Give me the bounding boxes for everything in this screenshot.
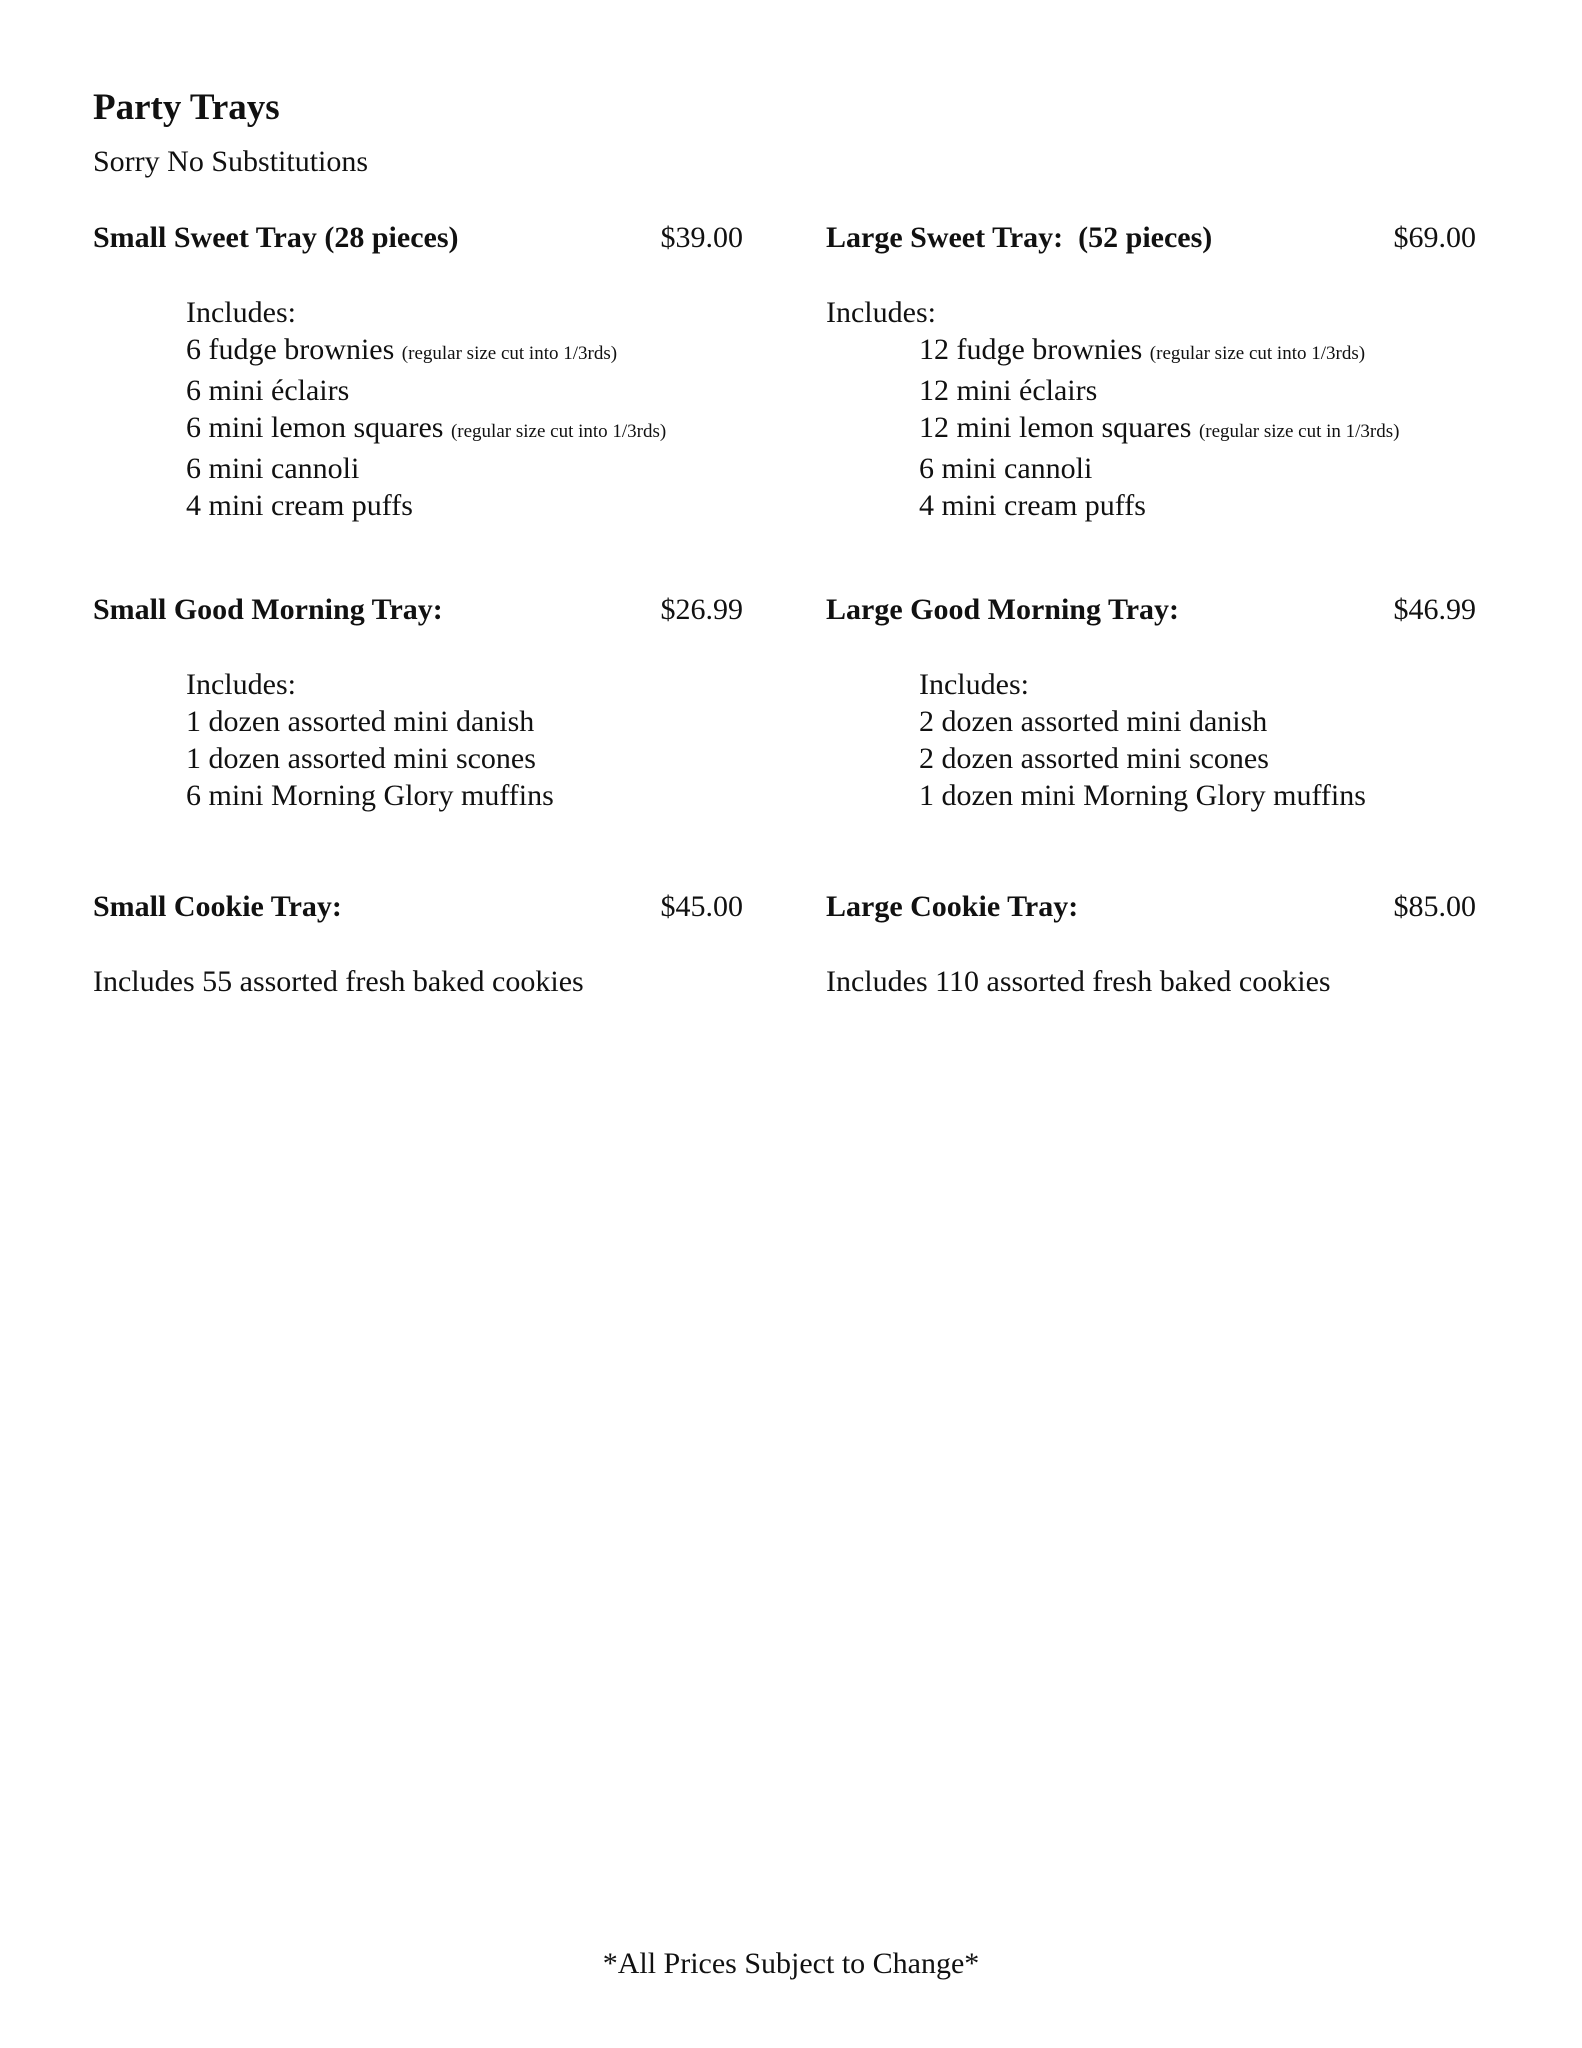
tray-description: Includes 55 assorted fresh baked cookies bbox=[93, 965, 584, 998]
tray-price: $26.99 bbox=[660, 593, 743, 626]
list-item: 2 dozen assorted mini scones bbox=[919, 742, 1269, 775]
tray-contents bbox=[826, 294, 1476, 524]
includes-label: Includes: bbox=[186, 296, 296, 329]
tray-contents bbox=[826, 963, 1476, 1000]
tray-name: Small Cookie Tray: bbox=[93, 890, 342, 923]
item-text: 6 mini cannoli bbox=[186, 452, 360, 485]
tray-price: $45.00 bbox=[660, 890, 743, 923]
list-item: 6 mini Morning Glory muffins bbox=[186, 779, 554, 812]
tray-name: Large Cookie Tray: bbox=[826, 890, 1079, 923]
includes-label: Includes: bbox=[919, 668, 1029, 701]
tray-name: Small Good Morning Tray: bbox=[93, 593, 443, 626]
large-cookie-tray bbox=[826, 887, 1476, 1000]
list-item bbox=[186, 372, 743, 409]
item-text: 4 mini cream puffs bbox=[919, 489, 1146, 522]
tray-header bbox=[826, 590, 1476, 630]
item-text: 6 fudge brownies bbox=[186, 333, 395, 366]
list-item bbox=[919, 450, 1476, 487]
item-text: 6 mini lemon squares bbox=[186, 411, 444, 444]
includes-label: Includes: bbox=[826, 296, 936, 329]
tray-contents bbox=[826, 666, 1476, 814]
tray-header bbox=[826, 218, 1476, 258]
tray-name: Small Sweet Tray (28 pieces) bbox=[93, 221, 459, 254]
list-item: 1 dozen assorted mini danish bbox=[186, 705, 535, 738]
large-sweet-tray bbox=[826, 218, 1476, 524]
small-morning-tray bbox=[93, 590, 743, 814]
tray-price: $69.00 bbox=[1393, 221, 1476, 254]
item-list bbox=[826, 331, 1476, 524]
page-subtitle: Sorry No Substitutions bbox=[93, 145, 369, 178]
list-item bbox=[186, 331, 743, 372]
small-sweet-tray bbox=[93, 218, 743, 524]
tray-price: $85.00 bbox=[1393, 890, 1476, 923]
list-item: 1 dozen assorted mini scones bbox=[186, 742, 536, 775]
page-title: Party Trays bbox=[93, 87, 280, 128]
tray-contents bbox=[93, 963, 743, 1000]
item-text: 4 mini cream puffs bbox=[186, 489, 413, 522]
price-disclaimer: *All Prices Subject to Change* bbox=[602, 1947, 980, 1980]
tray-name: Large Sweet Tray: (52 pieces) bbox=[826, 221, 1213, 254]
tray-header bbox=[93, 590, 743, 630]
tray-name: Large Good Morning Tray: bbox=[826, 593, 1180, 626]
list-item bbox=[919, 409, 1476, 450]
tray-contents bbox=[93, 294, 743, 524]
list-item bbox=[186, 487, 743, 524]
tray-header bbox=[826, 887, 1476, 927]
item-note: (regular size cut in 1/3rds) bbox=[1198, 421, 1400, 442]
list-item bbox=[919, 331, 1476, 372]
tray-header bbox=[93, 887, 743, 927]
includes-label: Includes: bbox=[186, 668, 296, 701]
item-note: (regular size cut into 1/3rds) bbox=[450, 421, 667, 442]
list-item: 1 dozen mini Morning Glory muffins bbox=[919, 779, 1366, 812]
item-text: 6 mini cannoli bbox=[919, 452, 1093, 485]
item-text: 12 fudge brownies bbox=[919, 333, 1143, 366]
tray-header bbox=[93, 218, 743, 258]
item-text: 12 mini éclairs bbox=[919, 374, 1098, 407]
tray-price: $46.99 bbox=[1393, 593, 1476, 626]
list-item bbox=[919, 372, 1476, 409]
list-item bbox=[186, 450, 743, 487]
list-item bbox=[919, 487, 1476, 524]
tray-description: Includes 110 assorted fresh baked cookies bbox=[826, 965, 1331, 998]
tray-contents bbox=[93, 666, 743, 814]
list-item: 2 dozen assorted mini danish bbox=[919, 705, 1268, 738]
item-note: (regular size cut into 1/3rds) bbox=[1149, 343, 1366, 364]
item-note: (regular size cut into 1/3rds) bbox=[401, 343, 618, 364]
item-text: 12 mini lemon squares bbox=[919, 411, 1192, 444]
large-morning-tray bbox=[826, 590, 1476, 814]
small-cookie-tray bbox=[93, 887, 743, 1000]
list-item bbox=[186, 409, 743, 450]
tray-price: $39.00 bbox=[660, 221, 743, 254]
item-text: 6 mini éclairs bbox=[186, 374, 350, 407]
